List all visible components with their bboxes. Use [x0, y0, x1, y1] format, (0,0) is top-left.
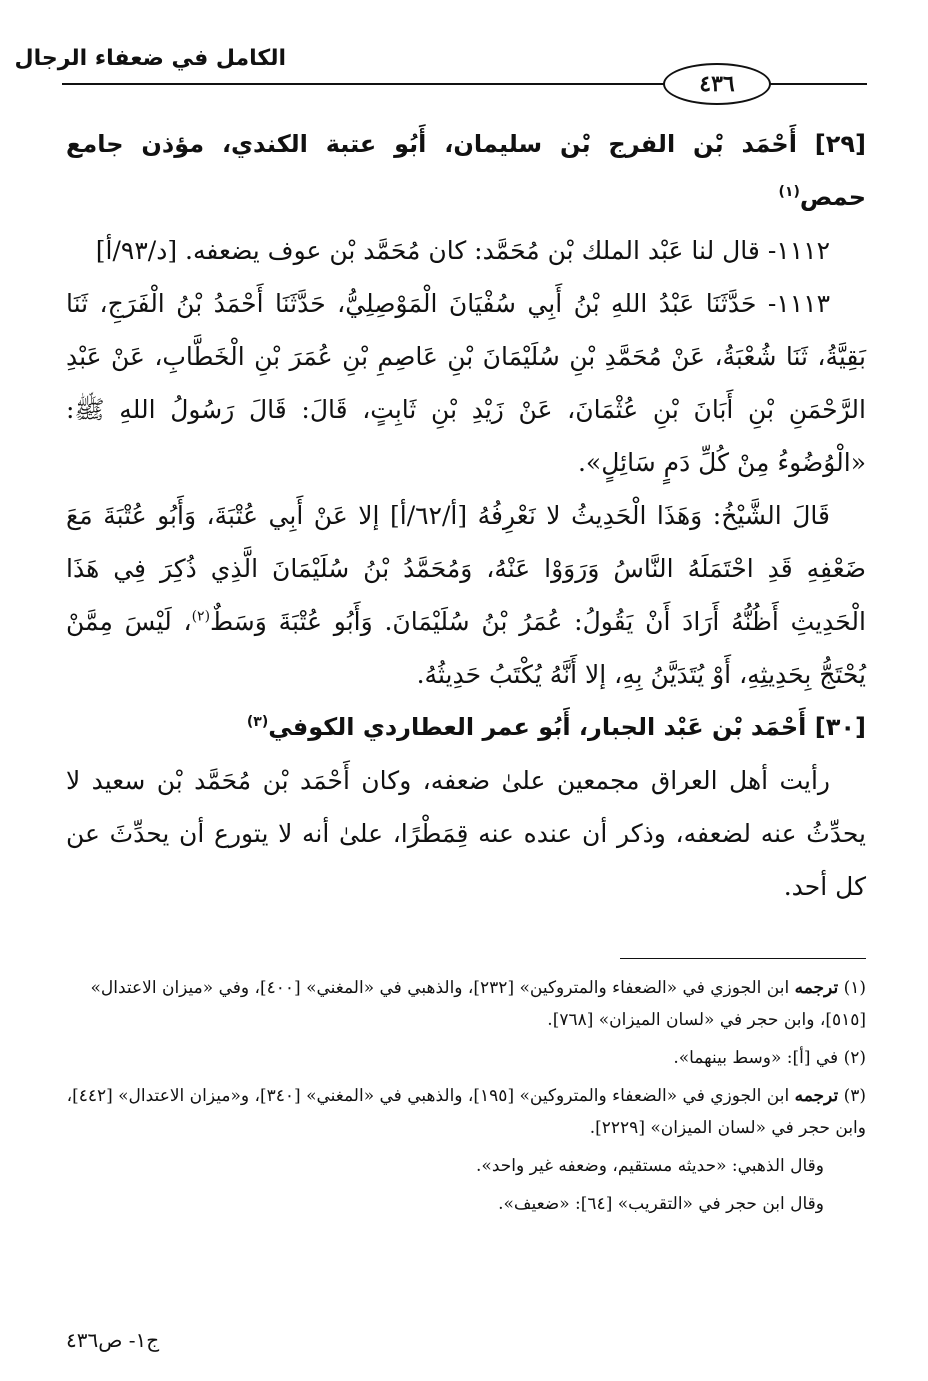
page-reference: ج١- ص٤٣٦: [66, 1328, 160, 1352]
sheikh-comment-continuation: ، لَيْسَ مِمَّنْ يُحْتَجُّ بِحَدِيثِهِ، أَوْ يُتَدَيَّنُ بِهِ، إلا أَنَّهُ يُكْتَبُ حَدِيثُهُ.: [66, 607, 866, 689]
footnote-ref-3[interactable]: (٣): [246, 714, 269, 730]
footnote-separator: [620, 958, 866, 959]
footnote-marker: (١): [843, 978, 866, 998]
paragraph-1113: ١١١٣- حَدَّثَنَا عَبْدُ اللهِ بْنُ أَبِي سُفْيَانَ الْمَوْصِلِيُّ، حَدَّثَنَا أَحْمَدُ بْنُ الْفَرَجِ، ثَنَا بَقِيَّةُ، ثَنَا شُعْبَةُ، عَنْ مُحَمَّدِ بْنِ سُلَيْمَانَ بْنِ عَاصِمِ بْنِ عُمَرَ بْنِ الْخَطَّابِ، عَنْ عَبْدِ الرَّحْمَنِ بْنِ أَبَانَ بْنِ عُثْمَانَ، عَنْ زَيْدِ بْنِ ثَابِتٍ، قَالَ: قَالَ رَسُولُ اللهِ ﷺ: «الْوُضُوءُ مِنْ كُلِّ دَمٍ سَائِلٍ».: [66, 289, 866, 477]
footnotes: [66, 972, 866, 1226]
footnote-text: في [أ]: «وسط بينهما».: [673, 1048, 839, 1068]
footnote-1: [66, 972, 866, 1036]
sheikh-comment: [66, 489, 866, 701]
entry-heading-text: [٣٠] أَحْمَد بْن عَبْد الجبار، أَبُو عمر العطاردي الكوفي: [268, 713, 866, 741]
paragraph-1112: ١١١٢- قال لنا عَبْد الملك بْن مُحَمَّد: كان مُحَمَّد بْن عوف يضعفه. [د/٩٣/أ]: [95, 236, 830, 265]
footnote-3-sub-2: وقال ابن حجر في «التقريب» [٦٤]: «ضعيف».: [498, 1194, 824, 1214]
footnote-2: [66, 1042, 866, 1074]
entry-heading-text: [٢٩] أَحْمَد بْن الفرج بْن سليمان، أَبُو عتبة الكندي، مؤذن جامع حمص: [66, 130, 866, 211]
sheikh-comment-text: قَالَ الشَّيْخُ: وَهَذَا الْحَدِيثُ لا نَعْرِفُهُ [أ/٦٢/أ] إلا عَنْ أَبِي عُتْبَةَ، وَأَبُو عُتْبَةَ مَعَ ضَعْفِهِ قَدِ احْتَمَلَهُ النَّاسُ وَرَوَوْا عَنْهُ، وَمُحَمَّدُ بْنُ سُلَيْمَانَ الَّذِي ذُكِرَ فِي هَذَا الْحَدِيثِ أَظُنُّهُ أَرَادَ أَنْ يَقُولُ: عُمَرُ بْنُ سُلَيْمَانَ. وَأَبُو عُتْبَةَ وَسَطٌ: [66, 501, 866, 636]
footnote-lead: ترجمه: [794, 1086, 839, 1106]
footnote-marker: (٣): [843, 1086, 866, 1106]
running-header-title: الكامل في ضعفاء الرجال: [14, 46, 286, 71]
entry-heading-30: [66, 701, 866, 754]
entry-heading-29: [66, 118, 866, 224]
paragraph-entry-30: رأيت أهل العراق مجمعين علىٰ ضعفه، وكان أَحْمَد بْن مُحَمَّد بْن سعيد لا يحدِّثُ عنه لضعفه، وذكر أن عنده عنه قِمَطْرًا، علىٰ أنه لا يتورع أن يحدِّثَ عن كل أحد.: [66, 766, 866, 901]
page-number-badge: ٤٣٦: [663, 63, 771, 105]
footnote-lead: ترجمه: [794, 978, 839, 998]
footnote-3: [66, 1080, 866, 1144]
footnote-3-sub-1: وقال الذهبي: «حديثه مستقيم، وضعفه غير واحد».: [476, 1156, 824, 1176]
footnote-marker: (٢): [843, 1048, 866, 1068]
footnote-ref-1[interactable]: (١): [778, 184, 800, 200]
footnote-text: ابن الجوزي في «الضعفاء والمتروكين» [٢٣٢]، والذهبي في «المغني» [٤٠٠]، وفي «ميزان الاعتدال» [٥١٥]، وابن حجر في «لسان الميزان» [٧٦٨].: [90, 978, 866, 1030]
footnote-text: ابن الجوزي في «الضعفاء والمتروكين» [١٩٥]، والذهبي في «المغني» [٣٤٠]، و«ميزان الاعتدال» [٤٤٢]، وابن حجر في «لسان الميزان» [٢٢٢٩].: [66, 1086, 866, 1138]
main-text: [66, 118, 866, 913]
footnote-ref-2[interactable]: (٢): [191, 608, 211, 625]
